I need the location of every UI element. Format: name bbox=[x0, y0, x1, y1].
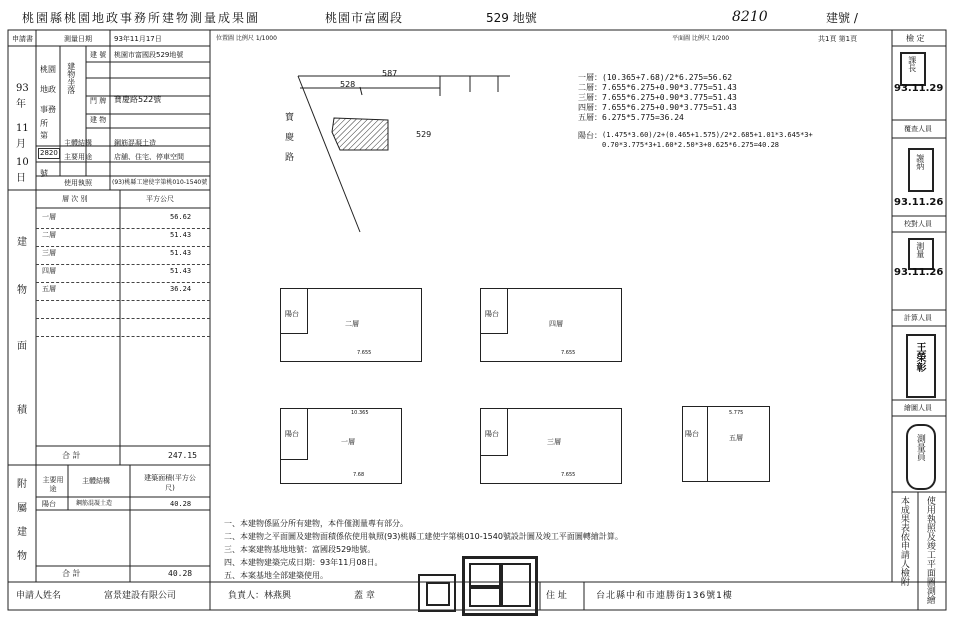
annex-side-4: 物 bbox=[17, 551, 27, 562]
note-4: 四、本建物建築完成日期：93年11月08日。 bbox=[224, 558, 383, 567]
date-year-char: 年 bbox=[16, 99, 26, 110]
plan-floor-3 bbox=[480, 408, 622, 484]
note-5: 五、本案基地全部建築使用。 bbox=[224, 571, 328, 580]
plan-floor-2-dim: 7.655 bbox=[357, 350, 372, 356]
side-note-char: 工 bbox=[924, 550, 935, 559]
calc-date: 93.11.26 bbox=[894, 267, 944, 278]
plan-floor-1-top: 10.365 bbox=[351, 410, 369, 416]
plan-floor-1-dim: 7.68 bbox=[353, 472, 365, 478]
structure-value: 鋼筋混凝土造 bbox=[114, 139, 156, 147]
date-day: 10 bbox=[16, 157, 29, 168]
loc-row2-label: 門 牌 bbox=[90, 97, 107, 105]
area-side-1: 建 bbox=[17, 237, 27, 248]
verify-label: 檢 定 bbox=[906, 34, 925, 43]
plan-floor-2-balcony: 陽台 bbox=[285, 310, 299, 318]
floor-2-value: 51.43 bbox=[170, 231, 192, 239]
date-year: 93 bbox=[16, 83, 29, 94]
floor-1-value: 56.62 bbox=[170, 213, 192, 221]
side-note-char: 圖 bbox=[924, 577, 935, 586]
floor-1-name: 一層 bbox=[42, 213, 56, 221]
area-side-2: 物 bbox=[17, 285, 27, 296]
area-side-3: 面 bbox=[17, 341, 27, 352]
doc-char-5: 第 bbox=[40, 131, 48, 140]
plan-scale: 平面圖 比例尺 1/200 bbox=[672, 35, 730, 42]
calc-stamp bbox=[908, 238, 934, 270]
plan-floor-5-dim: 5.775 bbox=[729, 410, 744, 416]
building-number: 建號 / bbox=[826, 11, 858, 25]
side-note-char: 成 bbox=[898, 505, 909, 514]
address-label: 住 址 bbox=[546, 591, 567, 601]
location-scale: 位置圖 比例尺 1/1000 bbox=[216, 35, 277, 42]
calc-balcony-line-1: (1.475*3.60)/2+(0.465+1.575)/2*2.685+1.01*3.645*3+ bbox=[602, 131, 813, 139]
road-char-1: 寶 bbox=[285, 113, 295, 123]
permit-value: (93)桃縣工建使字第桃010-1540號 bbox=[112, 179, 208, 186]
lot-587-label: 587 bbox=[382, 69, 398, 78]
surveyor-stamp bbox=[906, 424, 936, 490]
annex-row-use: 陽台 bbox=[42, 500, 56, 508]
plan-floor-1 bbox=[280, 408, 402, 484]
draw-stamp-text: 王榮彰 bbox=[914, 342, 925, 372]
side-note-char: 表 bbox=[898, 523, 909, 532]
loc-row1-label: 建 號 bbox=[90, 51, 107, 59]
plan-floor-3-dim: 7.655 bbox=[561, 472, 576, 478]
annex-head-area: 建築面積(平方公尺) bbox=[144, 474, 196, 492]
plan-floor-4-dim: 7.655 bbox=[561, 350, 576, 356]
doc-char-3: 事務 bbox=[40, 105, 56, 114]
check-role: 校對人員 bbox=[904, 220, 932, 228]
side-note-char: 照 bbox=[924, 523, 935, 532]
annex-total-value: 40.28 bbox=[168, 569, 193, 578]
area-total-label: 合 計 bbox=[62, 451, 81, 460]
review-stamp-text: 課長 bbox=[907, 56, 917, 72]
calc-line-3: 三層：7.655*6.275+0.90*3.775=51.43 bbox=[578, 93, 737, 102]
side-note-char: 使 bbox=[924, 496, 935, 505]
applicant-name-label: 申請人姓名 bbox=[16, 591, 62, 601]
use-label: 主要用途 bbox=[64, 153, 92, 161]
calc-balcony-label: 陽台： bbox=[578, 131, 602, 140]
note-3: 三、本案建物基地地號：富國段529地號。 bbox=[224, 545, 376, 554]
calc-line-4: 四層：7.655*6.275+0.90*3.775=51.43 bbox=[578, 103, 737, 112]
side-note-char: 依 bbox=[898, 532, 909, 541]
note-2: 二、本建物之平面圖及建物面積係依使用執照(93)桃縣工建使字第桃010-1540號設計圖及竣工平面圖轉繪計算。 bbox=[224, 532, 623, 541]
side-note-char: 平 bbox=[924, 559, 935, 568]
annex-row-structure: 鋼筋混凝土造 bbox=[76, 500, 113, 507]
side-note-char: 本 bbox=[898, 496, 909, 505]
serial-number: 8210 bbox=[732, 9, 768, 25]
applicant-form-label: 申請書 bbox=[12, 35, 33, 43]
plan-floor-2-label: 二層 bbox=[345, 320, 359, 328]
draw-role: 繪圖人員 bbox=[904, 404, 932, 412]
calc-line-2: 二層：7.655*6.275+0.90*3.775=51.43 bbox=[578, 83, 737, 92]
owner-name: 負責人：林燕興 bbox=[228, 591, 292, 601]
side-note-char: 竣 bbox=[924, 541, 935, 550]
floor-3-value: 51.43 bbox=[170, 249, 192, 257]
calc-balcony-line-2: 0.70*3.775*3+1.60*2.50*3+0.625*6.275=40.28 bbox=[602, 141, 780, 149]
use-value: 店舖、住宅、停車空間 bbox=[114, 153, 184, 161]
lot-528-label: 528 bbox=[340, 80, 356, 89]
annex-total-label: 合 計 bbox=[62, 569, 81, 578]
review-role: 覆查人員 bbox=[904, 125, 932, 133]
calc-line-1: 一層：(10.365+7.68)/2*6.275=56.62 bbox=[578, 73, 733, 82]
area-head-unit: 平方公尺 bbox=[146, 195, 174, 203]
side-note-char: 面 bbox=[924, 568, 935, 577]
plan-floor-5 bbox=[682, 406, 770, 482]
calc-role: 計算人員 bbox=[904, 314, 932, 322]
review-date: 93.11.29 bbox=[894, 83, 944, 94]
plan-floor-1-balcony: 陽台 bbox=[285, 430, 299, 438]
section-name: 桃園市富國段 bbox=[325, 11, 404, 25]
plan-floor-4 bbox=[480, 288, 622, 362]
surveyor-stamp-text: 測量員 bbox=[914, 434, 925, 461]
floor-4-value: 51.43 bbox=[170, 267, 192, 275]
side-note-char: 請 bbox=[898, 550, 909, 559]
company-seal bbox=[418, 574, 456, 612]
annex-side-1: 附 bbox=[17, 479, 27, 490]
floor-5-value: 36.24 bbox=[170, 285, 192, 293]
permit-label: 使用執照 bbox=[64, 179, 92, 187]
loc-row2-value: 寶慶路522號 bbox=[114, 95, 162, 104]
doc-char-2: 地政 bbox=[40, 85, 56, 94]
calc-stamp-text: 測量 bbox=[915, 242, 925, 258]
annex-head-use: 主要用途 bbox=[42, 476, 64, 494]
doc-char-1: 桃園 bbox=[40, 65, 56, 74]
plan-floor-3-balcony: 陽台 bbox=[485, 430, 499, 438]
review-stamp bbox=[900, 52, 926, 86]
annex-row-value: 40.28 bbox=[170, 500, 192, 508]
survey-date-value: 93年11月17日 bbox=[114, 35, 162, 43]
plan-floor-5-balcony: 陽台 bbox=[685, 430, 699, 438]
plan-floor-1-label: 一層 bbox=[341, 438, 355, 446]
road-char-3: 路 bbox=[285, 153, 295, 163]
side-note-char: 繪 bbox=[924, 595, 935, 604]
plan-floor-4-label: 四層 bbox=[549, 320, 563, 328]
plan-floor-2 bbox=[280, 288, 422, 362]
plan-floor-3-label: 三層 bbox=[547, 438, 561, 446]
annex-head-structure: 主體結構 bbox=[82, 477, 110, 485]
loc-row3-label: 建 物 bbox=[90, 116, 107, 124]
side-note-char: 測 bbox=[924, 586, 935, 595]
annex-side-2: 屬 bbox=[17, 503, 27, 514]
applicant-name-value: 富景建設有限公司 bbox=[104, 591, 177, 601]
draw-stamp bbox=[906, 334, 936, 398]
floor-5-name: 五層 bbox=[42, 285, 56, 293]
date-day-char: 日 bbox=[16, 173, 26, 184]
doc-char-4: 所 bbox=[40, 119, 48, 128]
area-side-4: 積 bbox=[17, 405, 27, 416]
side-note-char: 附 bbox=[898, 577, 909, 586]
date-month: 11 bbox=[16, 123, 29, 134]
owner-seal bbox=[462, 556, 538, 616]
floor-2-name: 二層 bbox=[42, 231, 56, 239]
floor-4-name: 四層 bbox=[42, 267, 56, 275]
side-note-left bbox=[898, 496, 908, 606]
side-note-char: 檢 bbox=[898, 568, 909, 577]
survey-date-label: 測量日期 bbox=[64, 35, 92, 43]
calc-line-5: 五層：6.275*5.775=36.24 bbox=[578, 113, 684, 122]
side-note-right bbox=[924, 496, 934, 606]
side-note-char: 人 bbox=[898, 559, 909, 568]
structure-label: 主體結構 bbox=[64, 139, 92, 147]
area-total-value: 247.15 bbox=[168, 451, 197, 460]
check-stamp bbox=[908, 148, 934, 192]
plan-floor-4-balcony: 陽台 bbox=[485, 310, 499, 318]
floor-3-name: 三層 bbox=[42, 249, 56, 257]
side-note-char: 用 bbox=[924, 505, 935, 514]
address-value: 台北縣中和市連勝街136號1樓 bbox=[596, 591, 733, 601]
side-note-char: 申 bbox=[898, 541, 909, 550]
date-month-char: 月 bbox=[16, 139, 26, 150]
side-note-char: 果 bbox=[898, 514, 909, 523]
doc-number: 2820 bbox=[40, 149, 58, 157]
document-title: 桃園縣桃園地政事務所建物測量成果圖 bbox=[22, 11, 261, 25]
page-indicator: 共1頁 第1頁 bbox=[818, 35, 858, 43]
road-char-2: 慶 bbox=[285, 133, 295, 143]
lot-number: 529 地號 bbox=[486, 11, 537, 25]
check-date: 93.11.26 bbox=[894, 197, 944, 208]
seal-label: 蓋 章 bbox=[354, 591, 375, 601]
check-stamp-text: 謝炳 bbox=[915, 154, 925, 170]
area-head-floor: 層 次 別 bbox=[62, 195, 88, 203]
side-note-char: 執 bbox=[924, 514, 935, 523]
location-label: 建物坐落 bbox=[66, 62, 76, 94]
loc-row1-value: 桃園市富國段529地號 bbox=[114, 51, 184, 59]
doc-char-6: 號 bbox=[40, 169, 48, 178]
lot-529-label: 529 bbox=[416, 130, 432, 139]
plan-floor-5-label: 五層 bbox=[729, 434, 743, 442]
side-note-char: 及 bbox=[924, 532, 935, 541]
note-1: 一、本建物係區分所有建物，本件僅測量專有部分。 bbox=[224, 519, 408, 528]
annex-side-3: 建 bbox=[17, 527, 27, 538]
